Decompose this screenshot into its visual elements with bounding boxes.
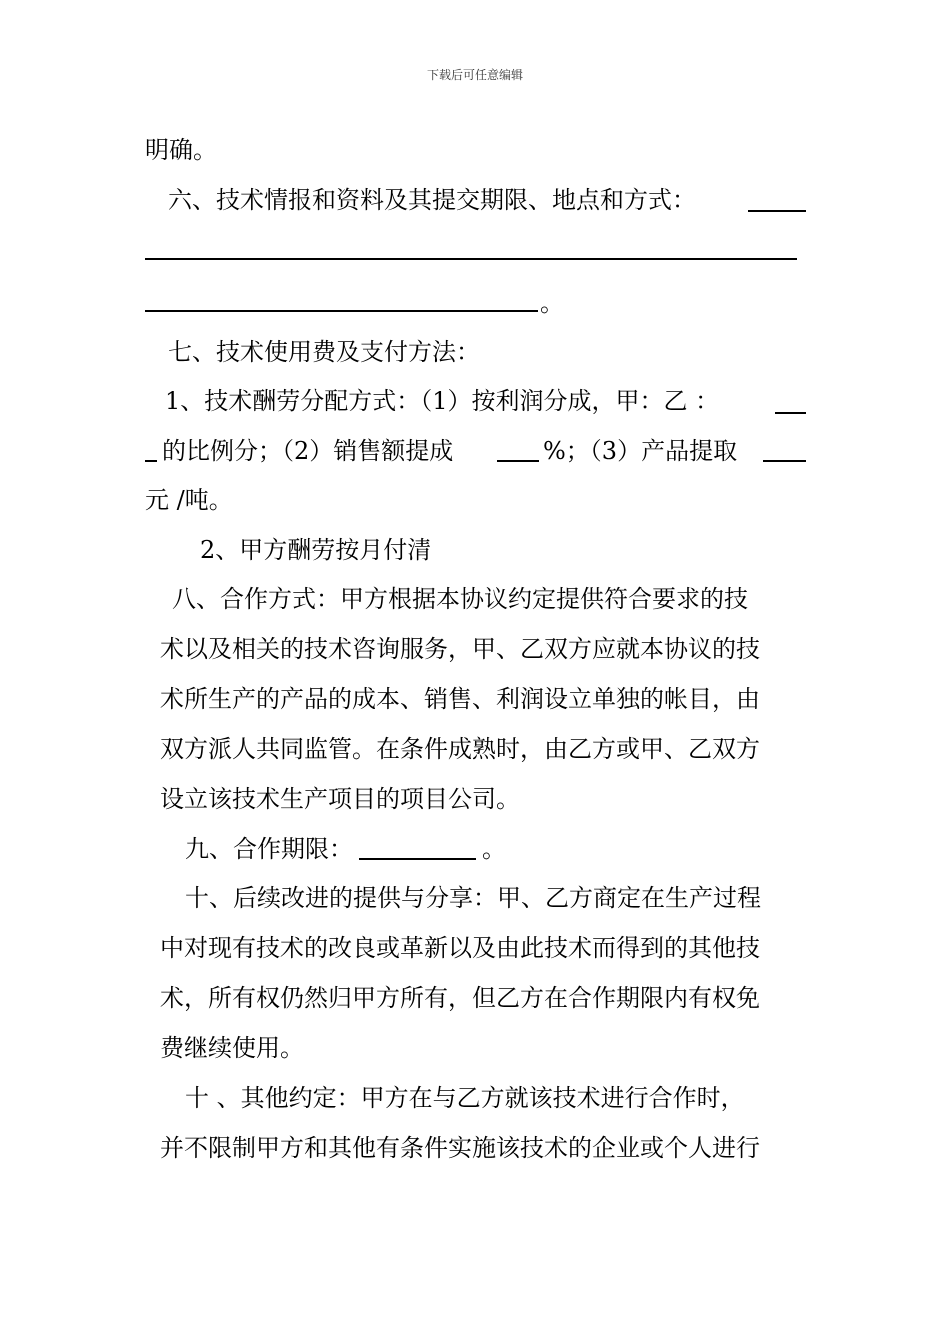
paragraph-line: 1、技术酬劳分配方式：（1）按利润分成，甲：乙 ： <box>165 387 720 415</box>
section-other-line: 十 、其他约定：甲方在与乙方就该技术进行合作时， <box>185 1084 745 1112</box>
blank-line <box>145 310 538 312</box>
blank-line <box>497 460 539 462</box>
paragraph-line: 元 /吨。 <box>145 486 233 514</box>
paragraph-line: 术，所有权仍然归甲方所有，但乙方在合作期限内有权免 <box>160 984 760 1012</box>
section-six-heading: 六、技术情报和资料及其提交期限、地点和方式： <box>168 186 696 214</box>
paragraph-line: 明确。 <box>145 136 217 164</box>
section-ten-line: 十、后续改进的提供与分享：甲、乙方商定在生产过程 <box>185 884 761 912</box>
page-header: 下载后可任意编辑 <box>426 68 523 82</box>
paragraph-line: 术所生产的产品的成本、销售、利润设立单独的帐目，由 <box>160 685 760 713</box>
blank-line <box>775 412 806 414</box>
section-seven-heading: 七、技术使用费及支付方法： <box>168 338 480 366</box>
paragraph-line: %；（3）产品提取 <box>543 437 738 465</box>
paragraph-line: 并不限制甲方和其他有条件实施该技术的企业或个人进行 <box>160 1134 760 1162</box>
blank-line <box>763 460 806 462</box>
blank-line <box>748 210 806 212</box>
paragraph-line: 2、甲方酬劳按月付清 <box>200 536 432 564</box>
paragraph-line: 术以及相关的技术咨询服务，甲、乙双方应就本协议的技 <box>160 635 760 663</box>
paragraph-line: 费继续使用。 <box>160 1034 304 1062</box>
blank-line <box>145 460 157 462</box>
paragraph-line: 设立该技术生产项目的项目公司。 <box>160 785 520 813</box>
section-eight-line: 八、合作方式：甲方根据本协议约定提供符合要求的技 <box>172 585 748 613</box>
blank-line <box>359 858 476 860</box>
paragraph-line: 的比例分；（2）销售额提成 <box>162 437 454 465</box>
period: 。 <box>540 289 564 317</box>
period: 。 <box>482 835 506 863</box>
paragraph-line: 双方派人共同监管。在条件成熟时，由乙方或甲、乙双方 <box>160 735 760 763</box>
section-nine-line: 九、合作期限： <box>185 835 353 863</box>
blank-line <box>145 258 797 260</box>
paragraph-line: 中对现有技术的改良或革新以及由此技术而得到的其他技 <box>160 934 760 962</box>
